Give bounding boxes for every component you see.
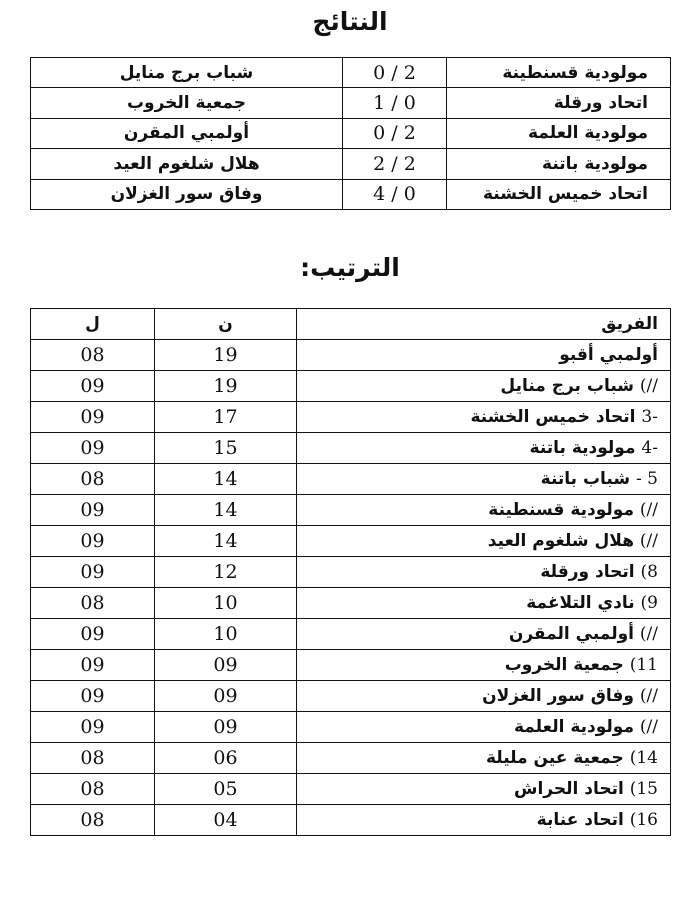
- standings-team-name: اتحاد ورقلة: [540, 562, 635, 582]
- standings-team-name: اتحاد خميس الخشنة: [470, 407, 636, 427]
- standings-team-cell: [297, 774, 671, 805]
- standings-row: [31, 464, 671, 495]
- standings-played: 08: [31, 340, 155, 371]
- result-score: 0 / 4: [343, 179, 447, 209]
- standings-points: 15: [155, 433, 297, 464]
- standings-points: 14: [155, 464, 297, 495]
- standings-rank: 16): [629, 810, 658, 830]
- standings-team-name: جمعية الخروب: [504, 655, 624, 675]
- standings-team-cell: [297, 805, 671, 836]
- standings-points: 17: [155, 402, 297, 433]
- standings-rank: //): [639, 717, 658, 737]
- standings-played: 08: [31, 588, 155, 619]
- result-score: 2 / 0: [343, 58, 447, 88]
- standings-row: [31, 495, 671, 526]
- standings-team-name: شباب باتنة: [540, 469, 631, 489]
- standings-team-name: شباب برج منايل: [500, 376, 634, 396]
- standings-points: 12: [155, 557, 297, 588]
- standings-played: 09: [31, 371, 155, 402]
- standings-team-name: جمعية عين مليلة: [485, 748, 624, 768]
- standings-points: 09: [155, 681, 297, 712]
- standings-team-name: أولمبي المقرن: [508, 624, 634, 644]
- standings-rank: //): [639, 376, 658, 396]
- standings-team-cell: [297, 588, 671, 619]
- standings-team-name: مولودية باتنة: [529, 438, 636, 458]
- results-title: النتائج: [312, 7, 388, 36]
- standings-rank: 15): [629, 779, 658, 799]
- standings-played: 09: [31, 619, 155, 650]
- standings-rank: -4: [641, 438, 658, 458]
- standings-rank: 14): [629, 748, 658, 768]
- standings-team-cell: [297, 650, 671, 681]
- standings-row: [31, 681, 671, 712]
- standings-row: [31, 712, 671, 743]
- standings-team-cell: [297, 743, 671, 774]
- standings-title: الترتيب:: [300, 253, 400, 282]
- standings-team-name: اتحاد عنابة: [536, 810, 624, 830]
- result-home-team: مولودية باتنة: [447, 149, 671, 179]
- standings-points: 09: [155, 712, 297, 743]
- standings-points: 19: [155, 371, 297, 402]
- standings-row: [31, 402, 671, 433]
- standings-played: 09: [31, 712, 155, 743]
- result-away-team: وفاق سور الغزلان: [31, 179, 343, 209]
- result-home-team: اتحاد خميس الخشنة: [447, 179, 671, 209]
- standings-played: 08: [31, 743, 155, 774]
- standings-team-cell: [297, 464, 671, 495]
- result-score: 2 / 0: [343, 118, 447, 148]
- standings-row: [31, 743, 671, 774]
- standings-rank: //): [639, 531, 658, 551]
- result-away-team: هلال شلغوم العيد: [31, 149, 343, 179]
- header-played: ل: [31, 309, 155, 340]
- standings-points: 06: [155, 743, 297, 774]
- result-away-team: جمعية الخروب: [31, 88, 343, 118]
- standings-team-cell: [297, 433, 671, 464]
- result-score: 0 / 1: [343, 88, 447, 118]
- standings-points: 04: [155, 805, 297, 836]
- result-row: [31, 88, 671, 118]
- standings-points: 10: [155, 588, 297, 619]
- result-home-team: مولودية قسنطينة: [447, 58, 671, 88]
- standings-row: [31, 650, 671, 681]
- standings-played: 09: [31, 557, 155, 588]
- result-row: [31, 149, 671, 179]
- standings-played: 08: [31, 774, 155, 805]
- standings-rank: //): [639, 686, 658, 706]
- result-row: [31, 118, 671, 148]
- result-home-team: اتحاد ورقلة: [447, 88, 671, 118]
- standings-team-name: مولودية قسنطينة: [488, 500, 634, 520]
- standings-team-cell: [297, 619, 671, 650]
- result-row: [31, 58, 671, 88]
- standings-points: 19: [155, 340, 297, 371]
- standings-team-cell: [297, 371, 671, 402]
- standings-played: 09: [31, 402, 155, 433]
- standings-played: 09: [31, 433, 155, 464]
- standings-played: 09: [31, 681, 155, 712]
- standings-rank: 11): [629, 655, 658, 675]
- standings-team-cell: [297, 340, 671, 371]
- standings-rank: -3: [641, 407, 658, 427]
- standings-points: 10: [155, 619, 297, 650]
- results-table: [30, 57, 671, 210]
- standings-team-name: مولودية العلمة: [513, 717, 634, 737]
- standings-row: [31, 340, 671, 371]
- standings-team-cell: [297, 402, 671, 433]
- header-points: ن: [155, 309, 297, 340]
- standings-team-name: نادي التلاغمة: [526, 593, 635, 613]
- standings-points: 14: [155, 526, 297, 557]
- standings-rank: 8): [640, 562, 658, 582]
- standings-team-cell: [297, 557, 671, 588]
- standings-header-row: [31, 309, 671, 340]
- standings-points: 05: [155, 774, 297, 805]
- standings-row: [31, 774, 671, 805]
- result-row: [31, 179, 671, 209]
- standings-row: [31, 805, 671, 836]
- standings-team-cell: [297, 526, 671, 557]
- standings-table: [30, 308, 671, 836]
- standings-row: [31, 526, 671, 557]
- standings-team-cell: [297, 712, 671, 743]
- standings-team-cell: [297, 681, 671, 712]
- standings-team-name: هلال شلغوم العيد: [487, 531, 634, 551]
- standings-team-name: وفاق سور الغزلان: [482, 686, 634, 706]
- result-away-team: شباب برج منايل: [31, 58, 343, 88]
- standings-row: [31, 371, 671, 402]
- standings-points: 09: [155, 650, 297, 681]
- standings-points: 14: [155, 495, 297, 526]
- standings-team-cell: [297, 495, 671, 526]
- standings-rank: 5 -: [636, 469, 658, 489]
- result-score: 2 / 2: [343, 149, 447, 179]
- standings-played: 09: [31, 495, 155, 526]
- standings-row: [31, 433, 671, 464]
- header-team: الفريق: [297, 309, 671, 340]
- standings-team-name: أولمبي أقبو: [559, 345, 658, 365]
- standings-rank: //): [639, 624, 658, 644]
- standings-played: 08: [31, 805, 155, 836]
- standings-row: [31, 619, 671, 650]
- standings-played: 08: [31, 464, 155, 495]
- standings-row: [31, 588, 671, 619]
- result-home-team: مولودية العلمة: [447, 118, 671, 148]
- standings-played: 09: [31, 526, 155, 557]
- standings-played: 09: [31, 650, 155, 681]
- standings-rank: //): [639, 500, 658, 520]
- standings-row: [31, 557, 671, 588]
- standings-rank: 9): [640, 593, 658, 613]
- result-away-team: أولمبي المقرن: [31, 118, 343, 148]
- standings-team-name: اتحاد الحراش: [513, 779, 624, 799]
